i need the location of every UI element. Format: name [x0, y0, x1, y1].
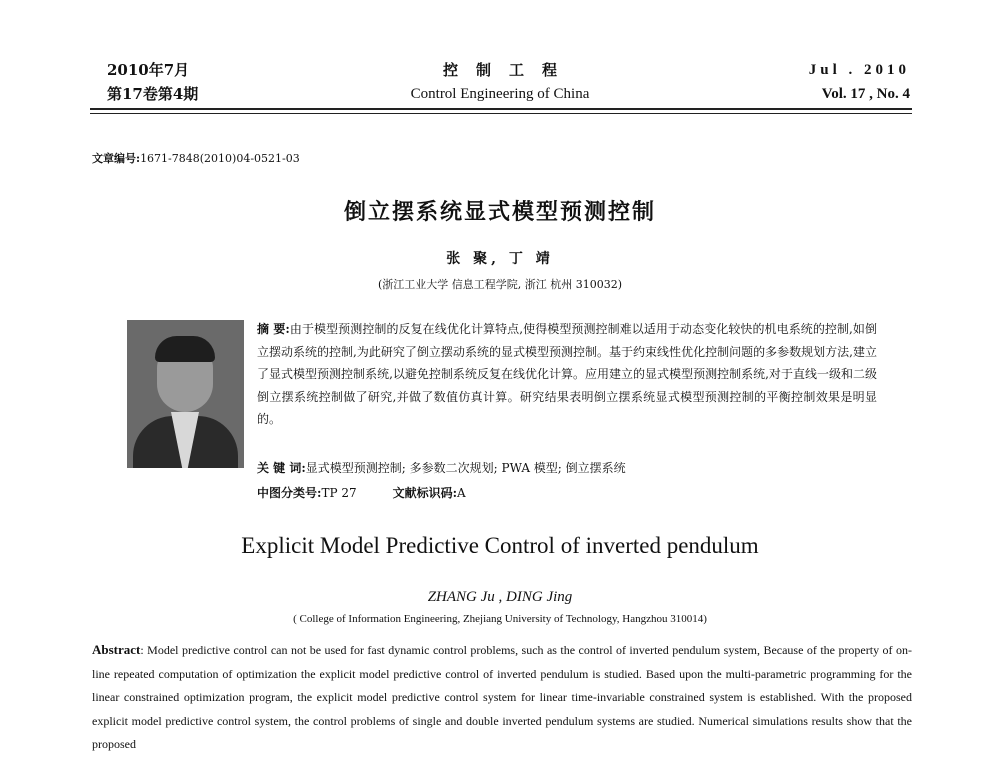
- authors-en: ZHANG Ju , DING Jing: [427, 589, 573, 605]
- abstract-cn-text: 由于模型预测控制的反复在线优化计算特点,使得模型预测控制难以适用于动态变化较快的机电系统的控制,如倒立摆动系统的控制,为此研究了倒立摆动系统的显式模型预测控制。基于约束线性优化控制问题的多参数规划方法,建立了显式模型预测控制系统,以避免控制系统反复在线优化计算。应用建立的显式模型预测控制系统,对于直线一级和二级倒立摆系统控制做了研究,并做了数值仿真计算。研究结果表明倒立摆系统显式模型预测控制的平衡控制效果是明显的。: [257, 322, 877, 426]
- clc-label: 中图分类号:: [257, 486, 322, 500]
- abstract-cn: [257, 318, 877, 431]
- affiliation-en: ( College of Information Engineering, Zhejiang University of Technology, Hangzhou 310014): [293, 613, 707, 625]
- abstract-en-text: : Model predictive control can not be used for fast dynamic control problems, such as the control of inverted pendulum system, Because of the property of on-line repeated computation of optimization the explicit model predictive control of inverted pendulum is studied. Based upon the multi-parametric programming for the linear constrained optimization program, the explicit model predictive control system for linear time-invariable constrained system is established. With the proposed explicit model predictive control system, the control problems of single and double inverted pendulum systems are studied. Numerical simulations results show that the proposed: [92, 643, 912, 751]
- authors-cn: 张 聚, 丁 靖: [446, 251, 554, 267]
- doc-code-label: 文献标识码:: [392, 486, 458, 500]
- article-id: [92, 150, 300, 166]
- article-id-label: 文章编号:: [92, 152, 141, 165]
- author-photo: [127, 320, 244, 468]
- journal-name-cn: 控制工程: [442, 61, 575, 79]
- volume-en: Vol. 17 , No. 4: [821, 86, 910, 102]
- affiliation-cn: (浙江工业大学 信息工程学院, 浙江 杭州 310032): [377, 278, 623, 291]
- issue-date-en: Jul . 2010: [808, 62, 910, 78]
- volume-cn: 第17卷第4期: [107, 85, 199, 103]
- header-rule-thin: [90, 113, 912, 114]
- paper-title-cn: 倒立摆系统显式模型预测控制: [343, 199, 656, 225]
- issue-date-cn: 2010年7月: [107, 61, 190, 79]
- header-rule-thick: [90, 108, 912, 110]
- keywords-text: 显式模型预测控制; 多参数二次规划; PWA 模型; 倒立摆系统: [305, 461, 626, 475]
- header-right: [809, 58, 910, 106]
- keywords: [257, 459, 626, 476]
- article-id-value: 1671-7848(2010)04-0521-03: [140, 152, 300, 165]
- paper-title-en: Explicit Model Predictive Control of inverted pendulum: [241, 533, 759, 558]
- abstract-en-label: Abstract: [92, 642, 141, 657]
- clc-value: TP 27: [321, 486, 357, 500]
- journal-name-en: Control Engineering of China: [410, 86, 590, 102]
- classification: [257, 484, 466, 501]
- abstract-en: [92, 638, 912, 757]
- photo-hair-shape: [155, 336, 215, 362]
- doc-code-value: A: [457, 486, 466, 500]
- keywords-label: 关 键 词:: [257, 461, 306, 475]
- abstract-cn-label: 摘 要:: [257, 322, 290, 336]
